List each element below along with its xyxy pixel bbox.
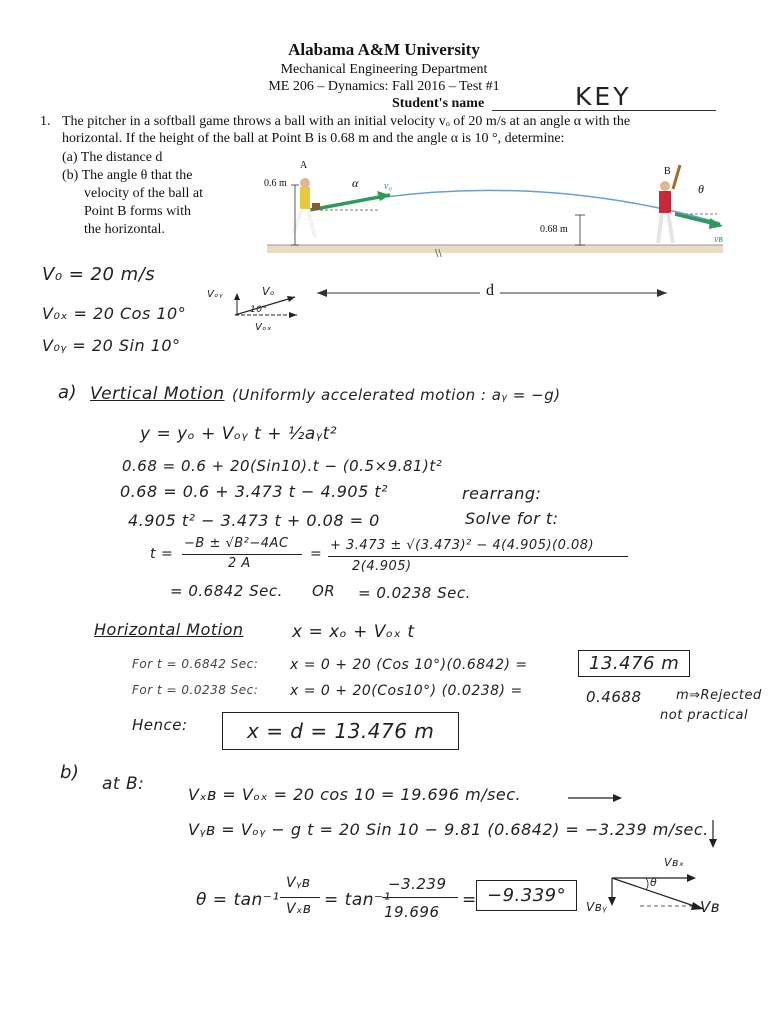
- horizontal-motion-title: Horizontal Motion: [94, 620, 244, 639]
- eq-substituted: 0.68 = 0.6 + 20(Sin10).t − (0.5×9.81)t²: [122, 457, 443, 475]
- part-b-line-4: the horizontal.: [84, 222, 165, 237]
- label-A: A: [300, 160, 308, 171]
- label-theta: θ: [698, 182, 704, 196]
- triangle-vbx: Vʙₓ: [664, 856, 685, 869]
- quad-denominator-2: 2(4.905): [352, 559, 412, 574]
- quad-fraction-bar-2: [328, 556, 628, 557]
- problem-line-1: The pitcher in a softball game throws a ball with an initial velocity vₒ of 20 m/s at an angle α with the: [62, 114, 631, 129]
- root-1: = 0.6842 Sec.: [170, 582, 283, 600]
- problem-number: 1.: [40, 114, 51, 129]
- x-rejected-value: 0.4688: [586, 688, 642, 706]
- horizontal-eq: x = xₒ + Vₒₓ t: [292, 622, 415, 642]
- theta-answer-box: −9.339°: [476, 880, 577, 911]
- vertical-motion-title: Vertical Motion: [90, 384, 225, 404]
- theta-num-2: −3.239: [388, 875, 447, 893]
- trajectory-path: [310, 190, 720, 223]
- theta-num-1: Vᵧʙ: [286, 875, 311, 891]
- given-v0: V₀ = 20 m/s: [42, 264, 156, 285]
- label-height-A: 0.6 m: [264, 178, 287, 189]
- label-height-B: 0.68 m: [540, 224, 568, 235]
- quad-denominator: 2 A: [228, 556, 251, 571]
- ground-strip: [267, 245, 723, 253]
- vyb-eq: Vᵧʙ = Vₒᵧ − g t = 20 Sin 10 − 9.81 (0.6842) = −3.239 m/sec.: [188, 820, 709, 839]
- quad-numerator: −B ± √B²−4AC: [184, 536, 289, 551]
- part-b-line-3: Point B forms with: [84, 204, 191, 219]
- theta-equals: =: [462, 890, 477, 910]
- eq-quadratic: 4.905 t² − 3.473 t + 0.08 = 0: [128, 511, 380, 530]
- key-handwritten: KEY: [575, 82, 632, 111]
- for-t1-eq: x = 0 + 20 (Cos 10°)(0.6842) =: [290, 657, 528, 673]
- vxb-direction-arrow: [566, 790, 626, 806]
- rearrange-note: rearrang:: [462, 484, 542, 503]
- part-b-label: b): [60, 762, 80, 783]
- sketch-voy: Vₒᵧ: [207, 289, 224, 300]
- pitcher-figure: [293, 178, 320, 237]
- quad-equals: =: [310, 546, 323, 562]
- eq-simplified: 0.68 = 0.6 + 3.473 t − 4.905 t²: [120, 482, 389, 501]
- part-a-label: a): [58, 382, 78, 403]
- theta-lhs: θ = tan⁻¹: [196, 890, 280, 910]
- rejected-note: m⇒Rejected: [676, 688, 762, 703]
- triangle-theta: θ: [650, 876, 658, 889]
- part-a: (a) The distance d: [62, 150, 163, 165]
- department-line: Mechanical Engineering Department: [280, 62, 488, 77]
- part-b-line-1: (b) The angle θ that the: [62, 168, 193, 183]
- problem-line-2: horizontal. If the height of the ball at Point B is 0.68 m and the angle α is 10 °, determine:: [62, 131, 565, 146]
- svg-text:\\: \\: [435, 248, 442, 259]
- part-b-line-2: velocity of the ball at: [84, 186, 203, 201]
- sketch-vox: Vₒₓ: [255, 322, 272, 333]
- quad-numerator-2: + 3.473 ± √(3.473)² − 4(4.905)(0.08): [330, 538, 595, 553]
- velocity-triangle: [600, 866, 720, 926]
- label-alpha: α: [352, 176, 359, 190]
- final-d-box: x = d = 13.476 m: [222, 712, 459, 750]
- for-t2-label: For t = 0.0238 Sec:: [132, 683, 259, 697]
- root-2: = 0.0238 Sec.: [358, 584, 471, 602]
- theta-mid: = tan⁻¹: [324, 890, 391, 910]
- vxb-eq: Vₓʙ = Vₒₓ = 20 cos 10 = 19.696 m/sec.: [188, 785, 522, 804]
- vertical-motion-note: (Uniformly accelerated motion : aᵧ = −g): [232, 386, 561, 404]
- triangle-vby: Vʙᵧ: [586, 900, 608, 914]
- given-vox: V₀ₓ = 20 Cos 10°: [42, 304, 187, 323]
- not-practical-note: not practical: [660, 708, 749, 723]
- for-t2-eq: x = 0 + 20(Cos10°) (0.0238) =: [290, 683, 523, 699]
- label-B: B: [664, 166, 671, 177]
- student-name-label: Student's name: [392, 96, 485, 111]
- triangle-vb: Vʙ: [700, 898, 720, 916]
- vyb-direction-arrow: [704, 818, 722, 850]
- v0-arrow: [310, 195, 390, 210]
- given-voy: V₀ᵧ = 20 Sin 10°: [42, 336, 181, 355]
- for-t1-label: For t = 0.6842 Sec:: [132, 657, 259, 671]
- quad-fraction-bar: [182, 554, 302, 555]
- x-answer-box: 13.476 m: [578, 650, 690, 677]
- roots-or: OR: [312, 582, 336, 600]
- theta-fraction-bar-2: [382, 897, 458, 898]
- sketch-angle: 10°: [250, 305, 268, 315]
- hence-label: Hence:: [132, 716, 188, 734]
- theta-fraction-bar-1: [280, 897, 320, 898]
- course-line: ME 206 – Dynamics: Fall 2016 – Test #1: [268, 79, 500, 94]
- theta-den-1: Vₓʙ: [286, 901, 312, 917]
- university-title: Alabama A&M University: [288, 40, 480, 59]
- sketch-vo: Vₒ: [262, 285, 276, 298]
- solve-for-note: Solve for t:: [465, 509, 559, 528]
- quad-lhs: t =: [150, 546, 174, 562]
- at-b-label: at B:: [102, 774, 145, 794]
- label-vB: vʙ: [714, 234, 723, 245]
- label-v0: v₀: [384, 181, 392, 192]
- label-d: d: [480, 282, 500, 300]
- eq-position: y = yₒ + Vₒᵧ t + ½aᵧt²: [140, 424, 338, 444]
- theta-den-2: 19.696: [384, 903, 440, 921]
